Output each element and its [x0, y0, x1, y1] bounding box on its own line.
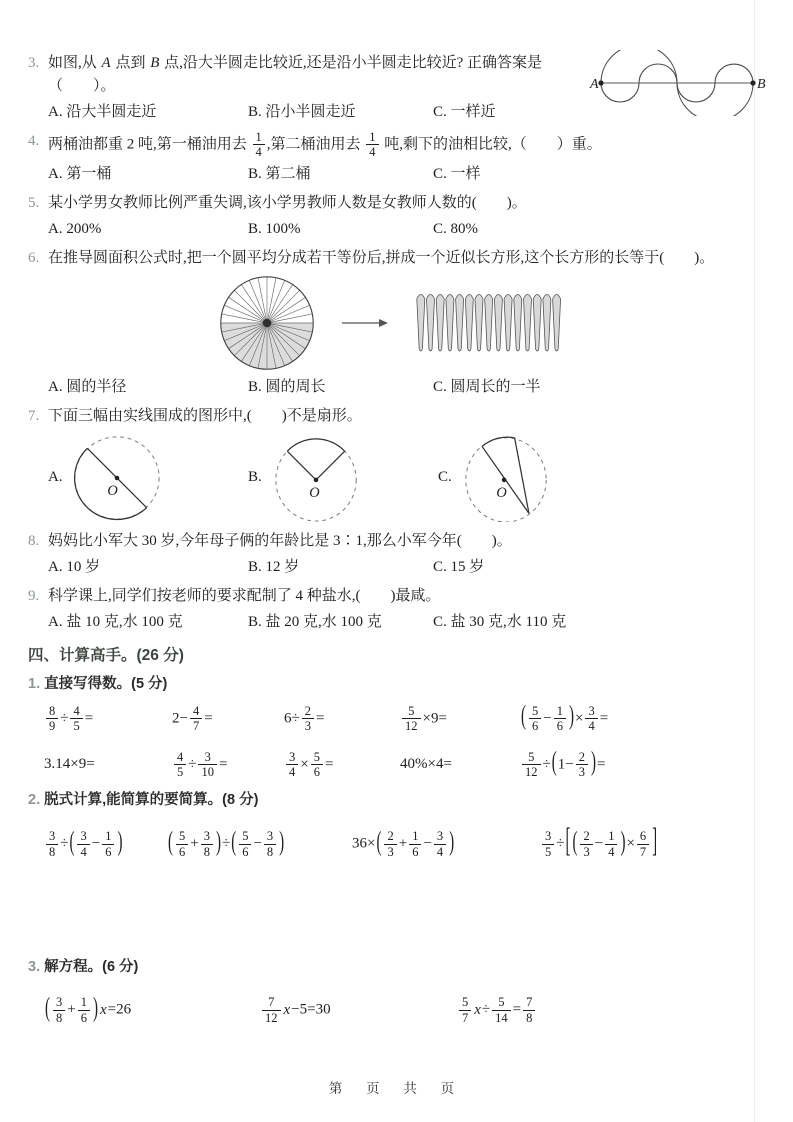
- figure-b-circle: [268, 434, 364, 522]
- question-8: [28, 530, 762, 579]
- question-3-number: 3.: [28, 55, 40, 71]
- question-3-text: 如图,从 A 点到 B 点,沿大半圆走比较近,还是沿小半圆走比较近? 正确答案是（ ）。: [48, 55, 543, 94]
- step-calc-problem: $\frac{3}{5}$ ÷[ ( $\frac{2}{3}$ − $\frac{1}{4}$ )× $\frac{6}{7}$ ]: [540, 829, 762, 859]
- part-2-label: 脱式计算,能简算的要简算。(8 分): [44, 792, 259, 809]
- part-1-label: 直接写得数。(5 分): [44, 675, 168, 692]
- calc-expression: 40%×4=: [400, 755, 452, 772]
- question-6-text: 在推导圆面积公式时,把一个圆平均分成若干等份后,拼成一个近似长方形,这个长方形的长等于( )。: [48, 249, 715, 266]
- question-4-options: [48, 163, 762, 186]
- figure-a-label: A.: [48, 469, 63, 486]
- question-9-text: 科学课上,同学们按老师的要求配制了 4 种盐水,( )最咸。: [48, 587, 441, 604]
- question-7-number: 7.: [28, 407, 40, 424]
- question-4: [28, 130, 762, 186]
- direct-calculation-grid: [28, 704, 762, 780]
- part-3-number: 3.: [28, 959, 41, 976]
- figure-a-circle: [69, 434, 165, 522]
- question-6-option-a: A. 圆的半径: [48, 378, 127, 395]
- rearranged-wedges-diagram: [414, 287, 564, 359]
- part-3-label: 解方程。(6 分): [44, 959, 139, 976]
- question-7: [28, 405, 762, 522]
- question-8-option-c: C. 15 岁: [433, 558, 485, 575]
- calc-expression: 6÷ $\frac{2}{3}$ =: [284, 703, 325, 734]
- question-8-option-b: B. 12 岁: [248, 558, 300, 575]
- page-footer: 第 页 共 页: [328, 1081, 465, 1096]
- question-8-option-a: A. 10 岁: [48, 558, 101, 575]
- part-1-title: [28, 673, 762, 696]
- question-3-option-a: A. 沿大半圆走近: [48, 104, 157, 120]
- equation: $\frac{5}{7}$ x÷ $\frac{5}{14}$ = $\frac{7}{8}$: [457, 995, 762, 1025]
- question-3-options: [48, 101, 762, 124]
- calc-expression: $\frac{8}{9}$ ÷ $\frac{4}{5}$ =: [44, 704, 172, 734]
- figure-c-circle: [458, 434, 554, 522]
- circle-to-rectangle-figure: [218, 274, 762, 372]
- calc-expression: $\frac{5}{12}$ ×9=: [400, 704, 520, 734]
- question-9-option-c: C. 盐 30 克,水 110 克: [433, 613, 567, 630]
- question-4-text: 两桶油都重 2 吨,第一桶油用去 $\frac{1}{4}$ ,第二桶油用去 $\frac{1}{4}$ 吨,剩下的油相比较,（ ）重。: [48, 130, 602, 160]
- question-5-text: 某小学男女教师比例严重失调,该小学男教师人数是女教师人数的( )。: [48, 194, 527, 211]
- question-6-options: [48, 376, 762, 399]
- question-9-options: [48, 611, 762, 634]
- figure-c-label: C.: [438, 469, 452, 486]
- figure-c: [438, 434, 762, 522]
- question-5-options: [48, 218, 762, 241]
- question-6-option-b: B. 圆的周长: [248, 378, 326, 395]
- question-5: [28, 192, 762, 241]
- part-2-title: [28, 789, 762, 812]
- question-3: [28, 52, 762, 124]
- point-b-label: B: [757, 77, 766, 92]
- figure-b: [248, 434, 438, 522]
- question-5-option-b: B. 100%: [248, 220, 301, 237]
- wedge-strip: [417, 294, 561, 351]
- calc-expression: ( $\frac{5}{6}$ − $\frac{1}{6}$ )× $\frac{3}{4}$ =: [521, 702, 609, 734]
- question-8-options: [48, 556, 762, 579]
- calc-expression: $\frac{4}{5}$ ÷ $\frac{3}{10}$ =: [172, 750, 284, 780]
- question-9: [28, 585, 762, 634]
- figure-a-center-label: O: [107, 482, 118, 499]
- circle-center-dot: [263, 319, 271, 327]
- question-6: [28, 247, 762, 399]
- sector-figures-row: [48, 434, 762, 522]
- point-a-label: A: [590, 77, 599, 92]
- question-9-number: 9.: [28, 587, 40, 604]
- figure-a: [48, 434, 248, 522]
- equation: $\frac{7}{12}$ x−5=30: [260, 995, 457, 1025]
- question-3-option-b: B. 沿小半圆走近: [248, 104, 356, 120]
- step-calc-problem: 36×( $\frac{2}{3}$ + $\frac{1}{6}$ − $\frac{3}{4}$ ): [352, 827, 455, 859]
- part-3-title: [28, 956, 762, 979]
- question-5-number: 5.: [28, 194, 40, 211]
- question-5-option-a: A. 200%: [48, 220, 102, 237]
- figure-b-label: B.: [248, 469, 262, 486]
- question-6-number: 6.: [28, 249, 40, 266]
- question-6-option-c: C. 圆周长的一半: [433, 378, 541, 395]
- question-8-text: 妈妈比小军大 30 岁,今年母子俩的年龄比是 3∶1,那么小军今年( )。: [48, 532, 512, 549]
- step-calc-problem: ( $\frac{5}{6}$ + $\frac{3}{8}$ )÷( $\frac{5}{6}$ − $\frac{3}{8}$ ): [168, 827, 285, 859]
- step-calculation-row: [28, 820, 762, 868]
- calc-expression: $\frac{3}{4}$ × $\frac{5}{6}$ =: [284, 750, 400, 780]
- question-4-option-c: C. 一样: [433, 165, 481, 182]
- equation: ( $\frac{3}{8}$ + $\frac{1}{6}$ ) x=26: [45, 993, 132, 1025]
- figure-b-center-label: O: [309, 484, 320, 501]
- part-1-number: 1.: [28, 675, 41, 692]
- calc-expression: 3.14×9=: [44, 755, 95, 772]
- calc-expression: $\frac{5}{12}$ ÷(1− $\frac{2}{3}$ )=: [520, 750, 762, 780]
- question-4-option-b: B. 第二桶: [248, 165, 311, 182]
- worksheet-content: [28, 52, 762, 1033]
- question-7-text: 下面三幅由实线围成的图形中,( )不是扇形。: [48, 407, 362, 424]
- question-5-option-c: C. 80%: [433, 220, 478, 237]
- question-9-option-b: B. 盐 20 克,水 100 克: [248, 613, 382, 630]
- question-4-number: 4.: [28, 133, 40, 149]
- step-calc-problem: $\frac{3}{8}$ ÷( $\frac{3}{4}$ − $\frac{1}{6}$ ): [44, 829, 167, 859]
- calc-expression: 2− $\frac{4}{7}$ =: [172, 703, 213, 734]
- figure-c-center-label: O: [496, 484, 507, 501]
- part-2-number: 2.: [28, 792, 41, 809]
- equations-row: [28, 987, 762, 1033]
- divided-circle-diagram: [218, 274, 316, 372]
- question-8-number: 8.: [28, 532, 40, 549]
- question-3-option-c: C. 一样近: [433, 104, 496, 120]
- question-4-option-a: A. 第一桶: [48, 165, 112, 182]
- arrow-icon: [342, 317, 388, 329]
- question-9-option-a: A. 盐 10 克,水 100 克: [48, 613, 183, 630]
- section-4-title: 四、计算高手。(26 分): [28, 646, 184, 664]
